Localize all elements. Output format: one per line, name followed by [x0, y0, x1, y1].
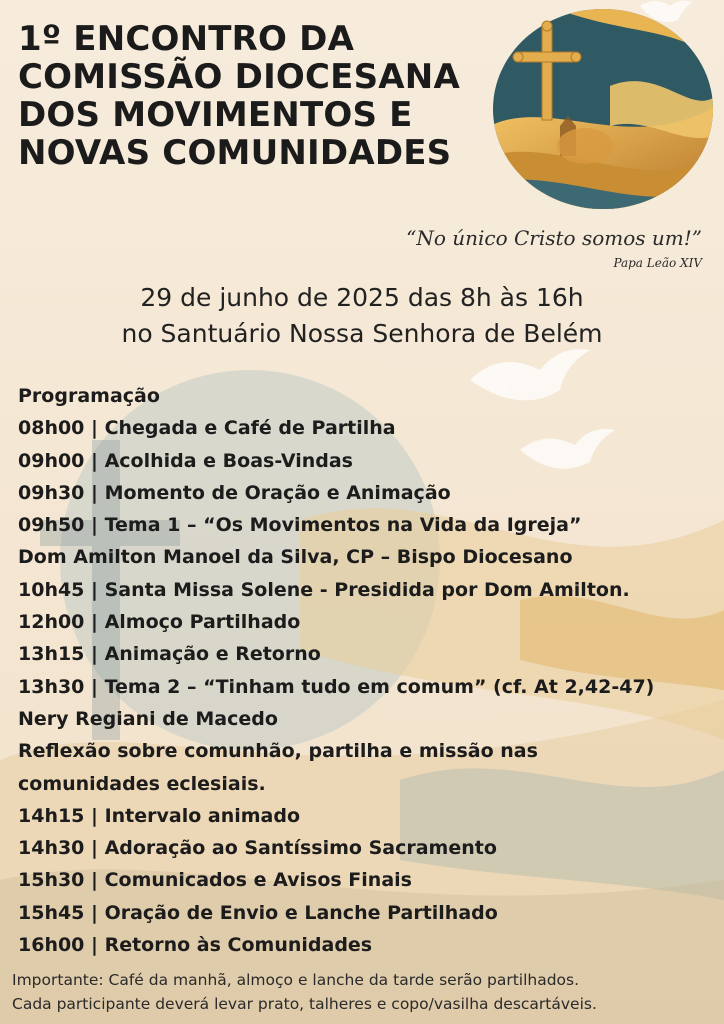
- emblem-logo: [490, 6, 716, 212]
- title-line-3: DOS MOVIMENTOS E: [18, 95, 413, 135]
- program-schedule: [18, 380, 718, 961]
- schedule-item: 09h50 | Tema 1 – “Os Movimentos na Vida da Igreja”: [18, 514, 582, 537]
- schedule-item: 12h00 | Almoço Partilhado: [18, 611, 301, 634]
- note-line-1: Importante: Café da manhã, almoço e lanche da tarde serão partilhados.: [12, 971, 580, 989]
- quote-author: Papa Leão XIV: [613, 256, 702, 270]
- schedule-item: 16h00 | Retorno às Comunidades: [18, 934, 373, 957]
- quote-text: “No único Cristo somos um!”: [406, 226, 702, 250]
- title-line-2: COMISSÃO DIOCESANA: [18, 57, 460, 97]
- event-title: [18, 20, 498, 172]
- schedule-item: 13h15 | Animação e Retorno: [18, 643, 321, 666]
- schedule-item: 15h45 | Oração de Envio e Lanche Partilhado: [18, 901, 498, 924]
- program-heading: Programação: [18, 385, 160, 407]
- note-line-2: Cada participante deverá levar prato, talheres e copo/vasilha descartáveis.: [12, 995, 597, 1013]
- schedule-item: 14h30 | Adoração ao Santíssimo Sacramento: [18, 837, 497, 860]
- schedule-item: 13h30 | Tema 2 – “Tinham tudo em comum” (cf. At 2,42-47): [18, 675, 655, 698]
- schedule-item: 10h45 | Santa Missa Solene - Presidida por Dom Amilton.: [18, 578, 630, 601]
- schedule-item: 15h30 | Comunicados e Avisos Finais: [18, 869, 412, 892]
- schedule-item: comunidades eclesiais.: [18, 772, 266, 795]
- schedule-item: 08h00 | Chegada e Café de Partilha: [18, 417, 396, 440]
- important-note: [12, 968, 720, 1016]
- event-date: 29 de junho de 2025 das 8h às 16h: [140, 283, 584, 312]
- schedule-item: Reflexão sobre comunhão, partilha e missão nas: [18, 740, 538, 763]
- schedule-item: 09h00 | Acolhida e Boas-Vindas: [18, 449, 353, 472]
- schedule-item: 09h30 | Momento de Oração e Animação: [18, 481, 451, 504]
- title-line-4: NOVAS COMUNIDADES: [18, 133, 452, 173]
- schedule-item: 14h15 | Intervalo animado: [18, 804, 301, 827]
- title-line-1: 1º ENCONTRO DA: [18, 19, 355, 59]
- event-location: no Santuário Nossa Senhora de Belém: [121, 319, 603, 348]
- schedule-item: Dom Amilton Manoel da Silva, CP – Bispo Diocesano: [18, 546, 573, 569]
- schedule-item: Nery Regiani de Macedo: [18, 707, 278, 730]
